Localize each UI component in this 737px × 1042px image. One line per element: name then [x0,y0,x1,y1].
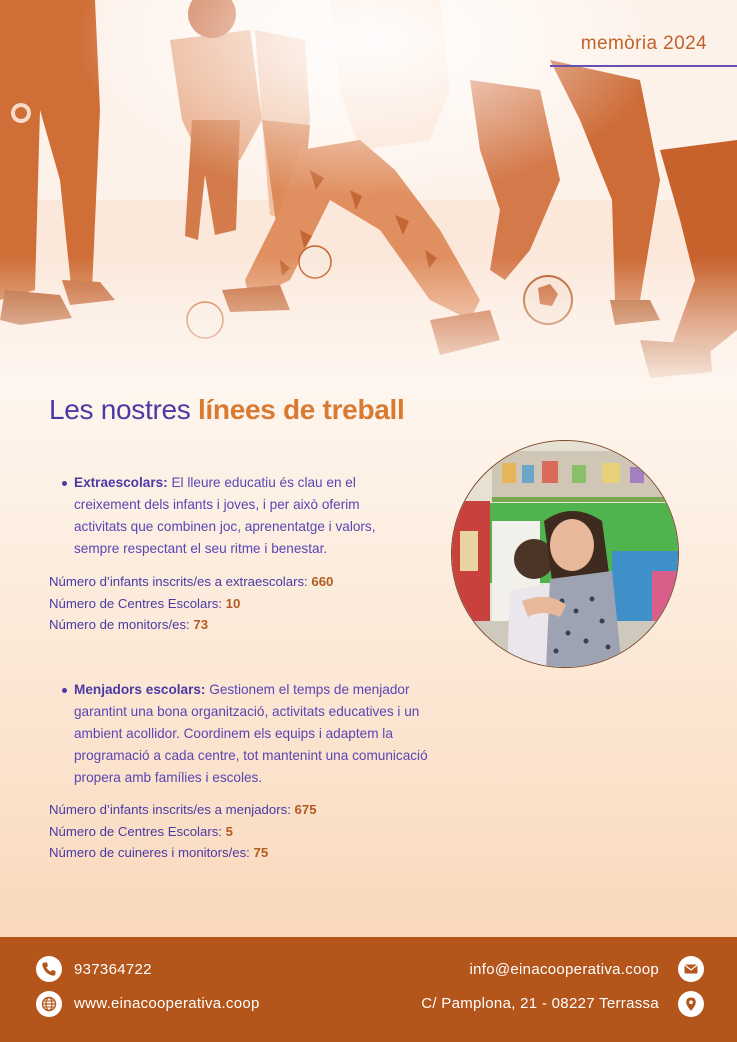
header-rule [550,65,737,67]
children-photo [451,440,679,668]
stats-menjadors [49,799,317,864]
bullet-text [74,472,402,560]
bullet-title: Extraescolars: [74,475,168,490]
bullet-dot [62,688,67,693]
stat-label: Número de cuineres i monitors/es: [49,845,254,860]
stat-row [49,842,317,864]
title-accent: línees de treball [197,394,405,425]
bullet-menjadors [62,679,442,789]
phone-icon [36,956,62,982]
bullet-title: Menjadors escolars: [74,682,206,697]
title-plain: Les nostres [49,394,198,425]
stat-label: Número d’infants inscrits/es a menjadors: [49,802,295,817]
mail-icon [678,956,704,982]
stat-label: Número d’infants inscrits/es a extraescolars: [49,574,312,589]
page-title [49,394,404,426]
stat-value: 675 [294,802,317,817]
stat-row [49,614,333,636]
stat-row [49,799,317,821]
stat-row [49,571,333,593]
stat-value: 75 [253,845,269,860]
stat-value: 5 [225,823,233,839]
stat-label: Número de monitors/es: [49,617,194,632]
stat-label: Número de Centres Escolars: [49,823,226,839]
stat-row [49,593,333,615]
footer-email[interactable]: info@einacooperativa.coop [469,961,659,978]
footer-address: C/ Pamplona, 21 - 08227 Terrassa [421,995,659,1012]
bullet-extraescolars [62,472,402,560]
globe-icon [36,991,62,1017]
stat-label: Número de Centres Escolars: [49,595,226,611]
bullet-body: Gestionem el temps de menjador garantint una bona organització, activitats educatives i un ambient acollidor. Coordinem els equips i adaptem la programació a cada centre, tot mantenint una comunicació propera amb famílies i escoles. [74,682,428,785]
location-pin-icon [678,991,704,1017]
stat-value: 73 [193,617,209,632]
bullet-text [74,679,442,789]
footer [0,937,737,1042]
bullet-dot [62,481,67,486]
stat-row [49,821,317,843]
hero-photo [0,0,737,395]
footer-website[interactable]: www.einacooperativa.coop [74,995,260,1012]
stat-value: 660 [311,574,334,589]
bullet-body: El lleure educatiu és clau en el creixement dels infants i joves, i per això oferim activitats que combinen joc, aprenentatge i valors, sempre respectant el seu ritme i benestar. [74,475,376,556]
stat-value: 10 [225,595,241,611]
stats-extraescolars [49,571,333,636]
footer-phone[interactable]: 937364722 [74,961,152,978]
report-year-tag: memòria 2024 [580,33,707,54]
